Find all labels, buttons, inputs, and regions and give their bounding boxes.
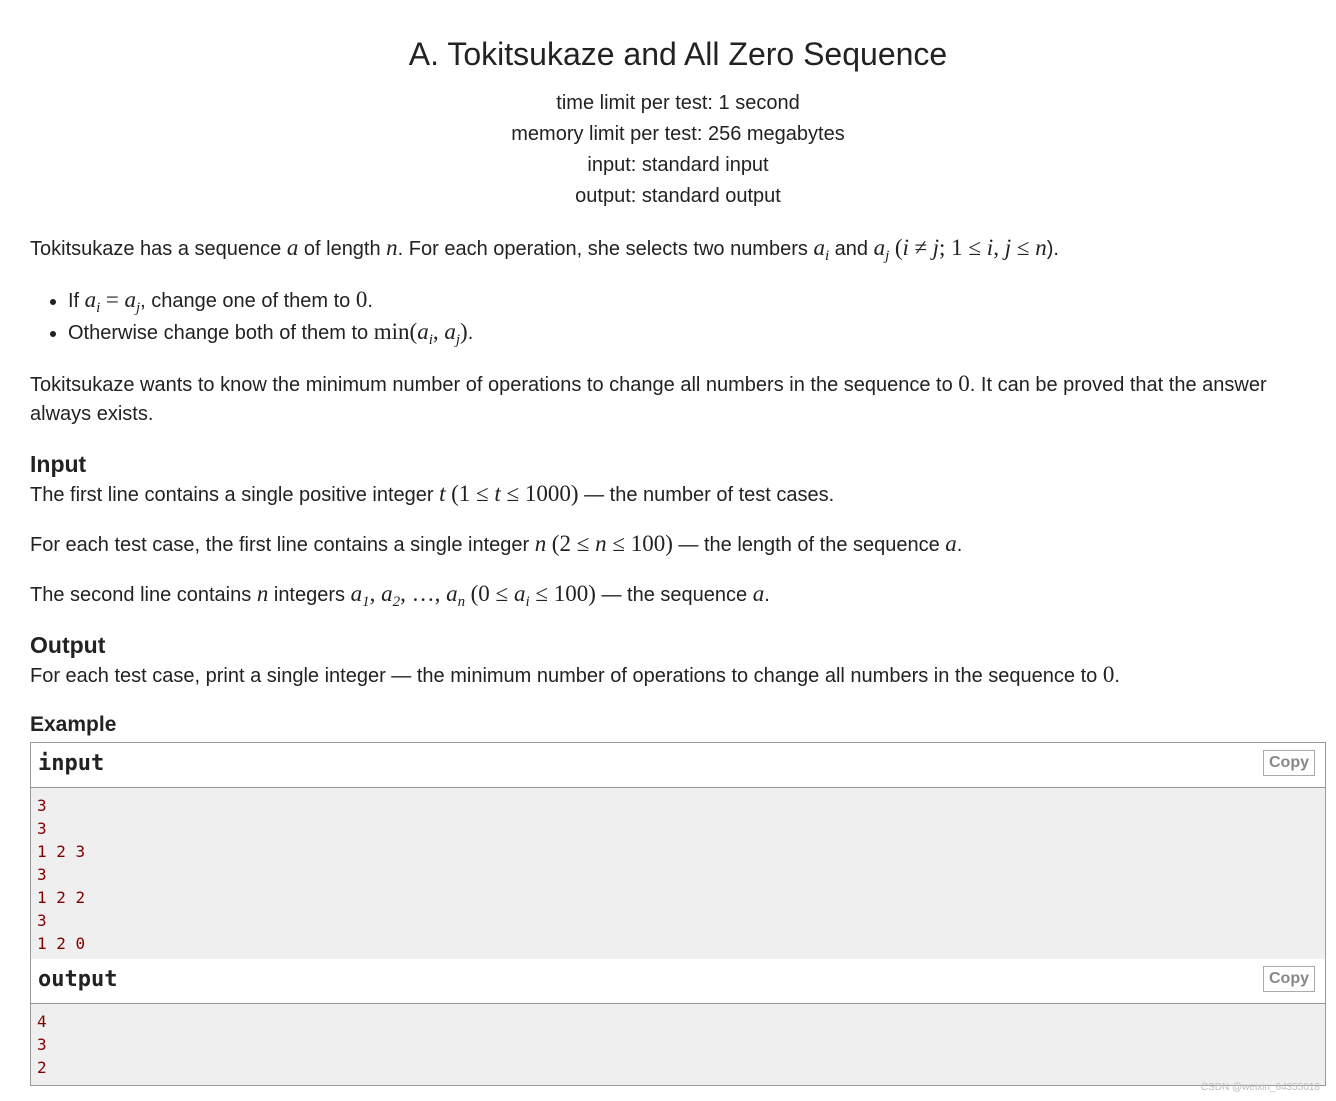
example-heading: Example	[30, 713, 117, 736]
output-line-1: For each test case, print a single integer — the minimum number of operations to change all numbers in the sequence to 0.	[30, 662, 1120, 687]
statement-paragraph: Tokitsukaze has a sequence a of length n. For each operation, she selects two numbers $a_i$ and $a_j$ (i ≠ j; 1 ≤ i, j ≤ n).	[30, 235, 1059, 264]
copy-output-button[interactable]: Copy	[1263, 966, 1315, 992]
memory-limit: memory limit per test: 256 megabytes	[511, 123, 845, 145]
input-heading: Input	[30, 451, 87, 477]
sample-input-text: 3 3 1 2 3 3 1 2 2 3 1 2 0	[31, 788, 1325, 961]
input-line-3: The second line contains n integers $a_1$, $a_2$, …, $a_n$ $(0 \le a_i \le 100)$ — the sequence a.	[30, 581, 770, 610]
operation-rules	[30, 284, 473, 348]
input-line-2: For each test case, the first line contains a single integer n (2 ≤ n ≤ 100) — the length of the sequence a.	[30, 531, 963, 556]
list-item: • If $a_i = a_j$, change one of them to 0.	[68, 284, 473, 316]
watermark: CSDN @weixin_64355018	[1200, 1082, 1320, 1093]
problem-title: A. Tokitsukaze and All Zero Sequence	[408, 36, 948, 72]
sample-output-text: 4 3 2	[31, 1004, 1325, 1085]
sample-input-header	[31, 743, 1325, 788]
sample-output-label: output	[38, 967, 118, 992]
copy-input-button[interactable]: Copy	[1263, 750, 1315, 776]
sample-output-box	[30, 959, 1326, 1086]
sample-input-label: input	[38, 751, 105, 776]
input-spec: input: standard input	[587, 154, 769, 176]
sample-input-box	[30, 742, 1326, 962]
time-limit: time limit per test: 1 second	[556, 92, 800, 114]
input-line-1: The first line contains a single positive integer t (1 ≤ t ≤ 1000) — the number of test cases.	[30, 481, 835, 506]
output-spec: output: standard output	[575, 185, 781, 207]
list-item: • Otherwise change both of them to $\min(a_i$, $a_j$).	[68, 316, 473, 348]
output-heading: Output	[30, 632, 106, 658]
sample-output-header	[31, 959, 1325, 1004]
goal-paragraph: Tokitsukaze wants to know the minimum number of operations to change all numbers in the sequence to 0. It can be proved that the answer always exists.	[30, 371, 1267, 425]
